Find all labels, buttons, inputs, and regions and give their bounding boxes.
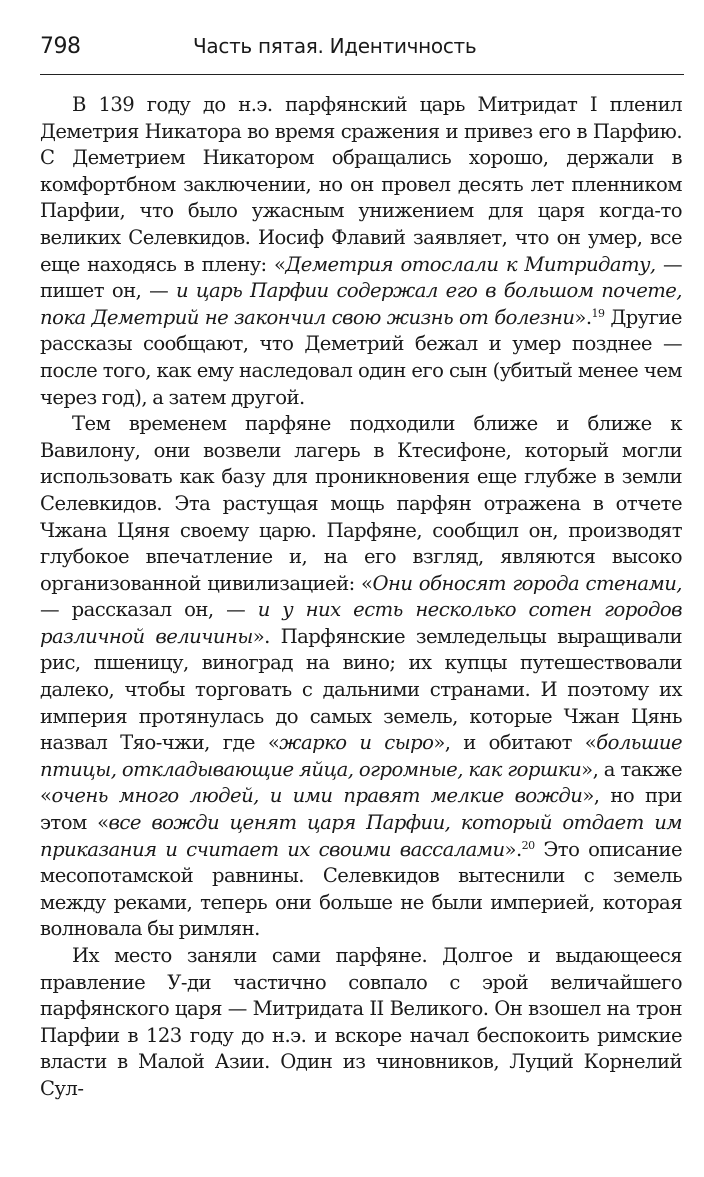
page-number: 798 bbox=[40, 34, 81, 59]
footnote-ref-20: 20 bbox=[521, 838, 535, 852]
quote-italic: жарко и сыро bbox=[279, 731, 434, 755]
quote-italic: очень много людей, и ими правят мелкие вожди bbox=[51, 784, 583, 808]
text-run: », а также « bbox=[40, 757, 682, 808]
running-head: Часть пятая. Идентичность bbox=[193, 34, 477, 58]
text-run: », и обитают « bbox=[433, 731, 597, 755]
text-run: ». bbox=[504, 837, 522, 861]
text-run: Тем временем парфяне подходили ближе и ближе к Вавилону, они возвели лагерь в Ктесифоне, который могли использовать как базу для проникновения еще глубже в земли Селевкидов. Эта растущая мощь парфян отражена в отчете Чжана Цяня своему царю. Парфяне, сообщил он, производят глубокое впечатление и, на его взгляд, являются высоко организованной цивилизацией: « bbox=[40, 412, 682, 595]
paragraph-1 bbox=[40, 92, 682, 411]
text-run: ». bbox=[574, 305, 592, 329]
text-run: Их место заняли сами парфяне. Долгое и выдающееся правление У-ди частично совпало с эрой величайшего парфянского царя — Митридата II Великого. Он взошел на трон Парфии в 123 году до н.э. и вскоре начал беспокоить римские власти в Малой Азии. Один из чиновников, Луций Корнелий Сул- bbox=[40, 944, 682, 1100]
paragraph-2 bbox=[40, 411, 682, 943]
text-run: Другие рассказы сообщают, что Деметрий бежал и умер позднее — после того, как ему наследовал один его сын (убитый менее чем через год), а затем другой. bbox=[40, 305, 682, 409]
text-run: — рассказал он, — bbox=[40, 598, 258, 622]
paragraph-3 bbox=[40, 943, 682, 1103]
footnote-ref-19: 19 bbox=[591, 306, 605, 320]
body-text bbox=[40, 92, 682, 1103]
quote-italic: и у них есть несколько сотен городов различной величины bbox=[40, 598, 682, 648]
text-run: В 139 году до н.э. парфянский царь Митридат I пленил Деметрия Никатора во время сражения и привез его в Парфию. С Деметрием Никатором обращались хорошо, держали в комфортбном заключении, но он провел десять лет пленником Парфии, что было ужасным унижением для царя когда-то великих Селевкидов. Иосиф Флавий заявляет, что он умер, все еще находясь в плену: « bbox=[40, 93, 682, 276]
header-rule bbox=[40, 74, 684, 75]
text-run: », но при этом « bbox=[40, 784, 682, 835]
quote-italic: Деметрия отослали к Митридату, bbox=[285, 252, 656, 276]
text-run: ». Парфянские земледельцы выращивали рис, пшеницу, виноград на вино; их купцы путешествовали далеко, чтобы торговать с дальними странами. И поэтому их империя протянулась до самых земель, которые Чжан Цянь назвал Тяо-чжи, где « bbox=[40, 624, 682, 755]
text-run: Это описание месопотамской равнины. Селевкидов вытеснили с земель между реками, теперь они больше не были империей, которая волновала бы римлян. bbox=[40, 837, 682, 941]
quote-italic: и царь Парфии содержал его в большом почете, пока Деметрий не закончил свою жизнь от болезни bbox=[40, 279, 682, 329]
quote-italic: Они обносят города стенами, bbox=[372, 571, 682, 595]
page-header bbox=[40, 30, 684, 74]
quote-italic: все вожди ценят царя Парфии, который отдает им приказания и считает их своими вассалами bbox=[40, 811, 682, 861]
text-run: — пишет он, — bbox=[40, 252, 682, 303]
quote-italic: большие птицы, откладывающие яйца, огромные, как горшки bbox=[40, 731, 682, 781]
